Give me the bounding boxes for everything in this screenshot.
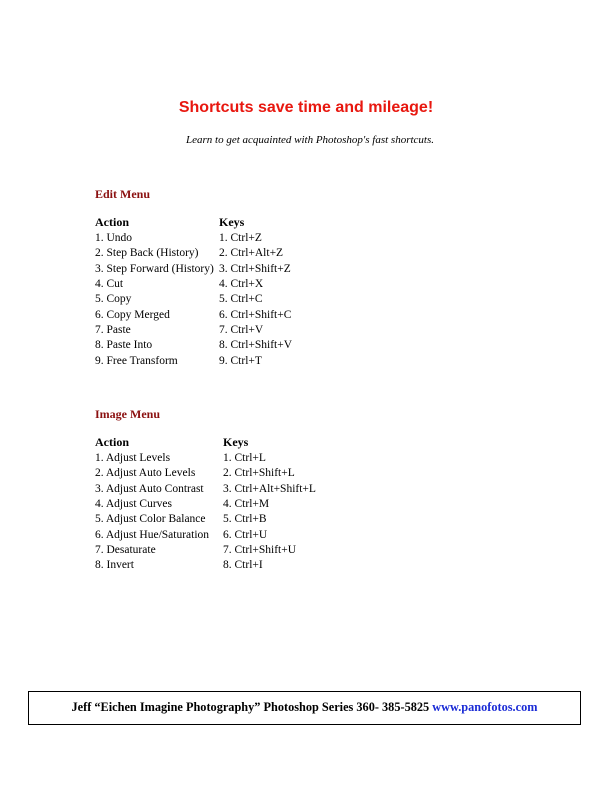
shortcut-action: 6. Copy Merged	[95, 308, 170, 321]
table-row	[93, 277, 294, 292]
shortcut-keys: 5. Ctrl+B	[223, 513, 267, 526]
footer-text: Jeff “Eichen Imagine Photography” Photoshop Series 360- 385-5825	[71, 700, 430, 714]
table-row	[93, 307, 294, 322]
shortcut-keys: 1. Ctrl+Z	[219, 232, 262, 245]
shortcut-action: 7. Desaturate	[95, 543, 156, 556]
shortcut-keys: 2. Ctrl+Shift+L	[223, 467, 295, 480]
shortcut-keys: 9. Ctrl+T	[219, 354, 262, 367]
footer-url-link[interactable]: www.panofotos.com	[432, 700, 538, 714]
footer-box	[28, 691, 581, 725]
shortcut-action: 3. Adjust Auto Contrast	[95, 482, 204, 495]
page-subtitle: Learn to get acquainted with Photoshop's fast shortcuts.	[185, 134, 435, 146]
image-menu-rows	[93, 451, 318, 573]
shortcut-keys: 3. Ctrl+Alt+Shift+L	[223, 482, 316, 495]
action-column-header: Action	[95, 214, 129, 229]
table-row	[93, 451, 318, 466]
table-row	[93, 323, 294, 338]
table-row	[93, 292, 294, 307]
table-header-row	[93, 434, 318, 451]
table-row	[93, 353, 294, 368]
edit-menu-table	[93, 214, 294, 369]
shortcut-keys: 7. Ctrl+Shift+U	[223, 543, 297, 556]
table-row	[93, 527, 318, 542]
shortcut-keys: 8. Ctrl+Shift+V	[219, 339, 293, 352]
shortcut-action: 8. Paste Into	[95, 339, 153, 352]
table-row	[93, 558, 318, 573]
shortcut-action: 7. Paste	[95, 323, 131, 336]
shortcut-keys: 3. Ctrl+Shift+Z	[219, 262, 291, 275]
table-row	[93, 246, 294, 261]
shortcut-action: 9. Free Transform	[95, 354, 178, 367]
shortcut-action: 2. Adjust Auto Levels	[95, 467, 196, 480]
shortcut-keys: 6. Ctrl+Shift+C	[219, 308, 292, 321]
shortcut-action: 1. Undo	[95, 232, 133, 245]
shortcut-keys: 2. Ctrl+Alt+Z	[219, 247, 284, 260]
shortcut-keys: 6. Ctrl+U	[223, 528, 268, 541]
image-menu-title: Image Menu	[95, 407, 160, 421]
shortcut-action: 4. Cut	[95, 278, 124, 291]
image-menu-table	[93, 434, 318, 573]
table-row	[93, 543, 318, 558]
keys-column-header: Keys	[223, 434, 249, 449]
table-header-row	[93, 214, 294, 231]
table-row	[93, 512, 318, 527]
edit-menu-title: Edit Menu	[95, 187, 151, 201]
table-row	[93, 466, 318, 481]
shortcut-keys: 4. Ctrl+X	[219, 278, 264, 291]
shortcut-action: 4. Adjust Curves	[95, 498, 172, 511]
shortcut-action: 5. Adjust Color Balance	[95, 513, 206, 526]
shortcut-keys: 4. Ctrl+M	[223, 498, 270, 511]
action-column-header: Action	[95, 434, 129, 449]
shortcut-action: 6. Adjust Hue/Saturation	[95, 528, 210, 541]
table-row	[93, 482, 318, 497]
shortcut-action: 2. Step Back (History)	[95, 247, 199, 260]
table-row	[93, 231, 294, 246]
edit-menu-rows	[93, 231, 294, 369]
shortcut-action: 8. Invert	[95, 559, 134, 572]
shortcut-keys: 7. Ctrl+V	[219, 323, 264, 336]
shortcut-keys: 8. Ctrl+I	[223, 559, 263, 572]
table-row	[93, 497, 318, 512]
shortcut-keys: 1. Ctrl+L	[223, 452, 266, 465]
page-title: Shortcuts save time and mileage!	[178, 99, 434, 116]
shortcut-keys: 5. Ctrl+C	[219, 293, 263, 306]
table-row	[93, 262, 294, 277]
shortcut-action: 3. Step Forward (History)	[95, 262, 214, 275]
keys-column-header: Keys	[219, 214, 245, 229]
shortcut-action: 1. Adjust Levels	[95, 452, 171, 465]
shortcut-action: 5. Copy	[95, 293, 132, 306]
table-row	[93, 338, 294, 353]
